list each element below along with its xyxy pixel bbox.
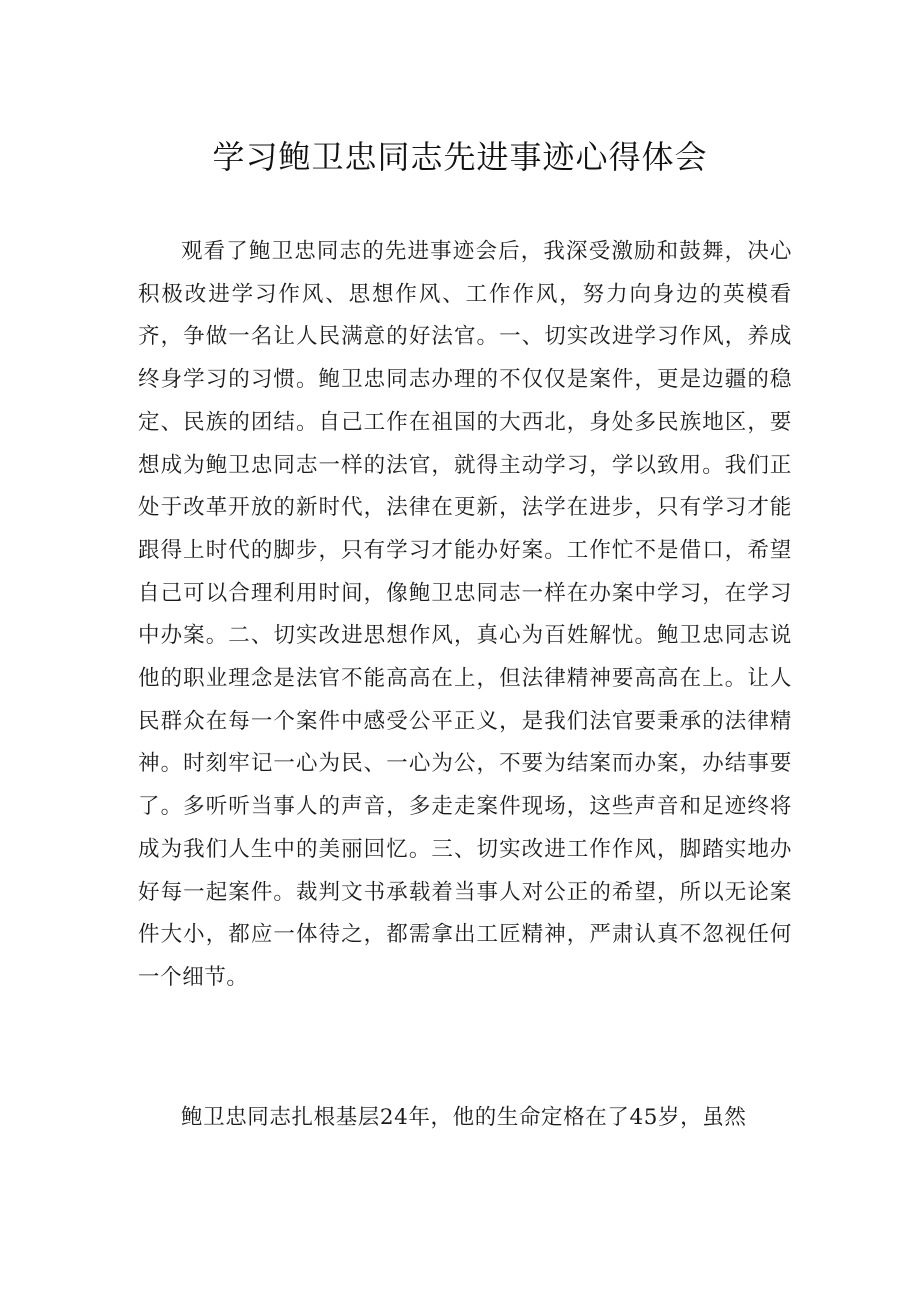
document-title: 学习鲍卫忠同志先进事迹心得体会 (212, 138, 708, 176)
paragraph-1: 观看了鲍卫忠同志的先进事迹会后，我深受激励和鼓舞，决心积极改进学习作风、思想作风、工作作风，努力向身边的英模看齐，争做一名让人民满意的好法官。一、切实改进学习作风，养成终身学习的习惯。鲍卫忠同志办理的不仅仅是案件，更是边疆的稳定、民族的团结。自己工作在祖国的大西北，身处多民族地区，要想成为鲍卫忠同志一样的法官，就得主动学习，学以致用。我们正处于改革开放的新时代，法律在更新，法学在进步，只有学习才能跟得上时代的脚步，只有学习才能办好案。工作忙不是借口，希望自己可以合理利用时间，像鲍卫忠同志一样在办案中学习，在学习中办案。二、切实改进思想作风，真心为百姓解忧。鲍卫忠同志说他的职业理念是法官不能高高在上，但法律精神要高高在上。让人民群众在每一个案件中感受公平正义，是我们法官要秉承的法律精神。时刻牢记一心为民、一心为公，不要为结案而办案，办结事要了。多听听当事人的声音，多走走案件现场，这些声音和足迹终将成为我们人生中的美丽回忆。三、切实改进工作作风，脚踏实地办好每一起案件。裁判文书承载着当事人对公正的希望，所以无论案件大小，都应一体待之，都需拿出工匠精神，严肃认真不忽视任何一个细节。 (138, 239, 792, 990)
paragraph-2: 鲍卫忠同志扎根基层24年，他的生命定格在了45岁，虽然 (181, 1105, 747, 1130)
